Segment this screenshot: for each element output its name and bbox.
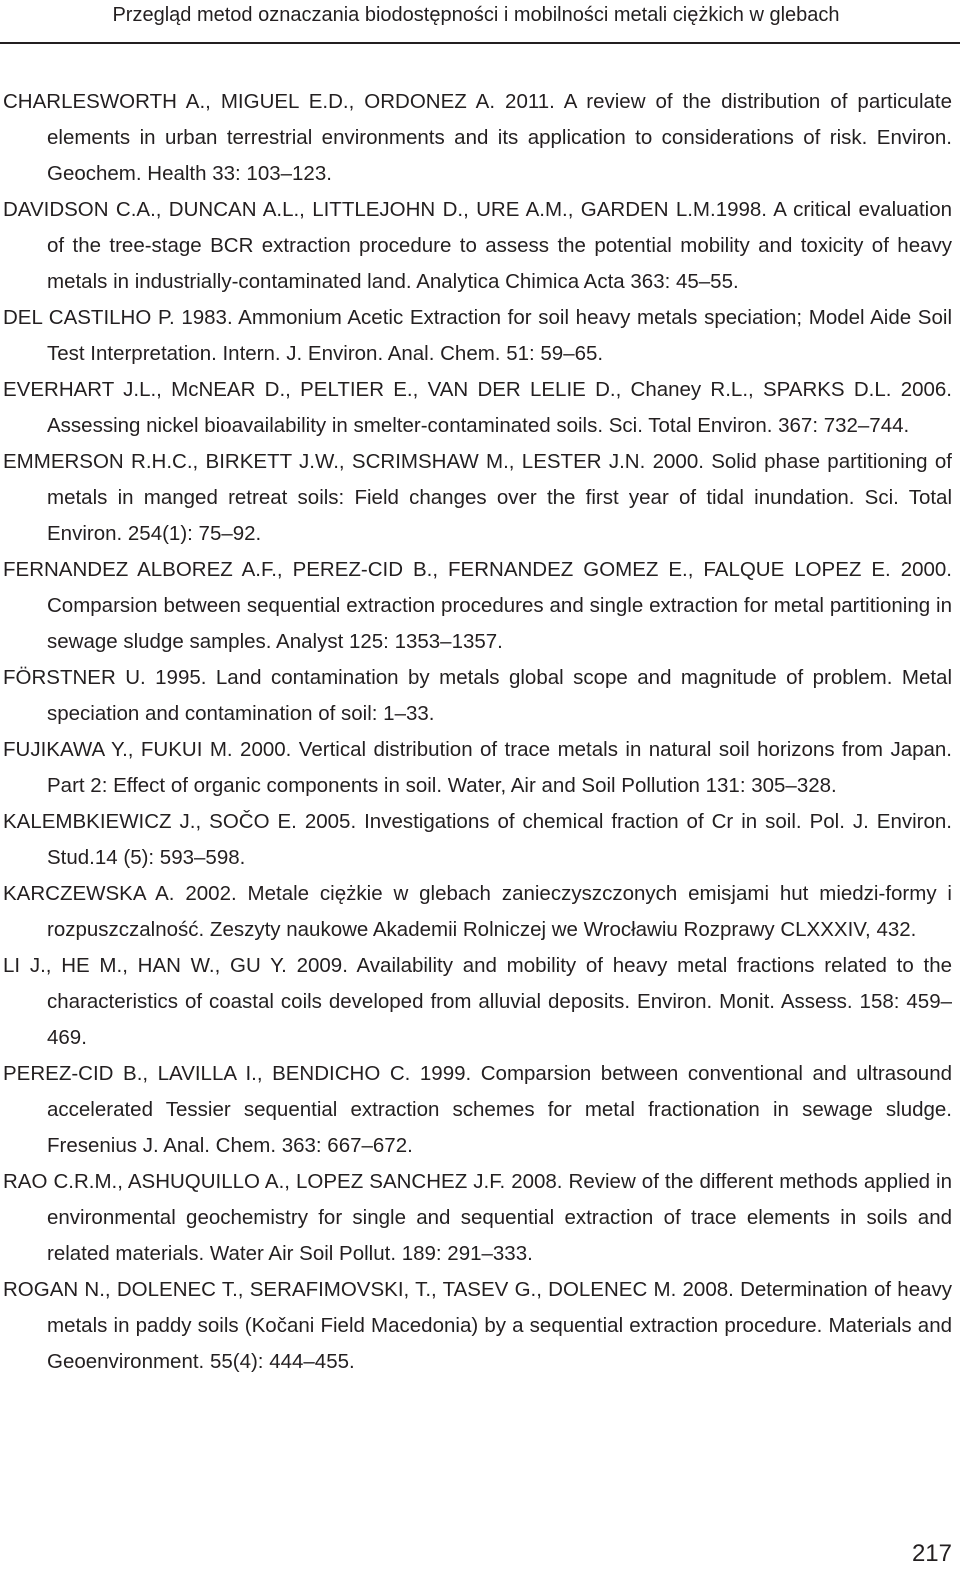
- reference-item: ROGAN N., DOLENEC T., SERAFIMOVSKI, T., TASEV G., DOLENEC M. 2008. Determination of heavy metals in paddy soils (Kočani Field Macedonia) by a sequential extraction procedure. Materials and Geoenvironment. 55(4): 444–455.: [3, 1278, 952, 1373]
- reference-item: CHARLESWORTH A., MIGUEL E.D., ORDONEZ A. 2011. A review of the distribution of particulate elements in urban terrestrial environments and its application to considerations of risk. Environ. Geochem. Health 33: 103–123.: [3, 90, 952, 185]
- header-divider: [0, 42, 960, 44]
- reference-item: LI J., HE M., HAN W., GU Y. 2009. Availability and mobility of heavy metal fractions related to the characteristics of coastal coils developed from alluvial deposits. Environ. Monit. Assess. 158: 459–469.: [3, 954, 952, 1049]
- reference-item: DEL CASTILHO P. 1983. Ammonium Acetic Extraction for soil heavy metals speciation; Model Aide Soil Test Interpretation. Intern. J. Environ. Anal. Chem. 51: 59–65.: [3, 306, 952, 365]
- reference-item: FÖRSTNER U. 1995. Land contamination by metals global scope and magnitude of problem. Metal speciation and contamination of soil: 1–33.: [3, 666, 952, 725]
- reference-item: PEREZ-CID B., LAVILLA I., BENDICHO C. 1999. Comparsion between conventional and ultrasound accelerated Tessier sequential extraction schemes for metal fractionation in sewage sludge. Fresenius J. Anal. Chem. 363: 667–672.: [3, 1062, 952, 1157]
- running-header: Przegląd metod oznaczania biodostępności i mobilności metali ciężkich w glebach: [112, 4, 840, 26]
- reference-item: EMMERSON R.H.C., BIRKETT J.W., SCRIMSHAW M., LESTER J.N. 2000. Solid phase partitioning of metals in manged retreat soils: Field changes over the first year of tidal inundation. Sci. Total Environ. 254(1): 75–92.: [3, 450, 952, 545]
- reference-item: FUJIKAWA Y., FUKUI M. 2000. Vertical distribution of trace metals in natural soil horizons from Japan. Part 2: Effect of organic components in soil. Water, Air and Soil Pollution 131: 305–328.: [3, 738, 952, 797]
- reference-item: EVERHART J.L., McNEAR D., PELTIER E., VAN DER LELIE D., Chaney R.L., SPARKS D.L. 2006. Assessing nickel bioavailability in smelter-contaminated soils. Sci. Total Environ. 367: 732–744.: [3, 378, 952, 437]
- reference-item: RAO C.R.M., ASHUQUILLO A., LOPEZ SANCHEZ J.F. 2008. Review of the different methods applied in environmental geochemistry for single and sequential extraction of trace elements in soils and related materials. Water Air Soil Pollut. 189: 291–333.: [3, 1170, 952, 1265]
- reference-item: FERNANDEZ ALBOREZ A.F., PEREZ-CID B., FERNANDEZ GOMEZ E., FALQUE LOPEZ E. 2000. Comparsion between sequential extraction procedures and single extraction for metal partitioning in sewage sludge samples. Analyst 125: 1353–1357.: [3, 558, 952, 653]
- page-number: 217: [911, 1540, 952, 1567]
- reference-item: KARCZEWSKA A. 2002. Metale ciężkie w glebach zanieczyszczonych emisjami hut miedzi-formy i rozpuszczalność. Zeszyty naukowe Akademii Rolniczej we Wrocławiu Rozprawy CLXXXIV, 432.: [3, 882, 952, 941]
- reference-list: [3, 84, 952, 1380]
- reference-item: KALEMBKIEWICZ J., SOČO E. 2005. Investigations of chemical fraction of Cr in soil. Pol. J. Environ. Stud.14 (5): 593–598.: [3, 810, 952, 869]
- reference-item: DAVIDSON C.A., DUNCAN A.L., LITTLEJOHN D., URE A.M., GARDEN L.M.1998. A critical evaluation of the tree-stage BCR extraction procedure to assess the potential mobility and toxicity of heavy metals in industrially-contaminated land. Analytica Chimica Acta 363: 45–55.: [3, 198, 952, 293]
